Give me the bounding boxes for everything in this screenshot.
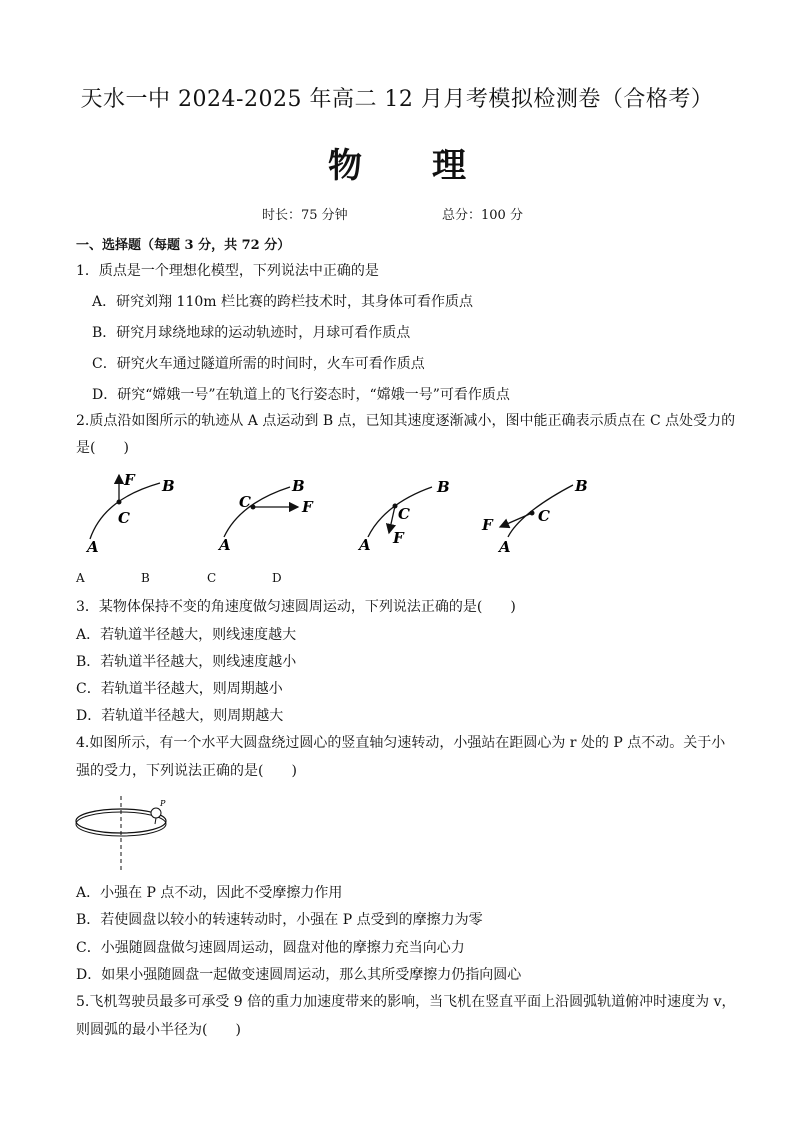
- q2-stem-line2: 是( ): [76, 440, 129, 456]
- q2-fig-d-label-f: F: [482, 516, 493, 534]
- q2-fig-a-label-a: A: [87, 538, 99, 556]
- subject-title: 物理: [328, 146, 536, 186]
- q1-option-c: C．研究火车通过隧道所需的时间时，火车可看作质点: [92, 356, 425, 372]
- q2-fig-d-label-a: A: [499, 538, 511, 556]
- q4-option-c: C．小强随圆盘做匀速圆周运动，圆盘对他的摩擦力充当向心力: [76, 940, 465, 956]
- section-heading: 一、选择题（每题 3 分，共 72 分）: [76, 238, 291, 253]
- q2-stem-line1: 2.质点沿如图所示的轨迹从 A 点运动到 B 点，已知其速度逐渐减小，图中能正确表示质点在 C 点处受力的: [76, 413, 736, 429]
- q2-fig-c-label-c: C: [398, 505, 410, 523]
- q2-fig-c-label-f: F: [393, 529, 404, 547]
- q4-option-b: B．若使圆盘以较小的转速转动时，小强在 P 点受到的摩擦力为零: [76, 912, 483, 928]
- q4-stem-line2: 强的受力，下列说法正确的是( ): [76, 763, 297, 779]
- q3-option-d: D．若轨道半径越大，则周期越大: [76, 708, 284, 724]
- q3-stem: 3．某物体保持不变的角速度做匀速圆周运动，下列说法正确的是( ): [76, 599, 516, 615]
- q2-fig-c-label-b: B: [437, 478, 450, 496]
- q5-stem-line1: 5.飞机驾驶员最多可承受 9 倍的重力加速度带来的影响，当飞机在竖直平面上沿圆弧轨道俯冲时速度为 v，: [76, 994, 736, 1010]
- q2-figure-b: [217, 477, 314, 554]
- q2-fig-a-label-b: B: [162, 477, 175, 495]
- q3-option-a: A．若轨道半径越大，则线速度越大: [76, 627, 297, 643]
- q4-option-a: A．小强在 P 点不动，因此不受摩擦力作用: [76, 885, 343, 901]
- exam-duration: 时长：75 分钟: [262, 208, 348, 223]
- q2-fig-d-label-c: C: [538, 507, 550, 525]
- q2-fig-d-label-b: B: [575, 477, 588, 495]
- q2-fig-b-label-b: B: [292, 477, 305, 495]
- q2-fig-a-label-f: F: [124, 471, 135, 489]
- q2-caption-d: D: [272, 571, 282, 585]
- q4-figure-label-p: P: [160, 799, 166, 808]
- q2-force-diagrams: [0, 465, 794, 585]
- q2-fig-c-label-a: A: [359, 536, 371, 554]
- q1-option-a: A．研究刘翔 110m 栏比赛的跨栏技术时，其身体可看作质点: [92, 294, 474, 310]
- q2-caption-a: A: [76, 571, 85, 585]
- q2-caption-b: B: [141, 571, 150, 585]
- q1-option-d: D．研究“嫦娥一号”在轨道上的飞行姿态时，“嫦娥一号”可看作质点: [92, 387, 510, 403]
- q4-stem-line1: 4.如图所示，有一个水平大圆盘绕过圆心的竖直轴匀速转动，小强站在距圆心为 r 处的 P 点不动。关于小: [76, 735, 726, 751]
- q1-option-b: B．研究月球绕地球的运动轨迹时，月球可看作质点: [92, 325, 411, 341]
- q3-option-b: B．若轨道半径越大，则线速度越小: [76, 654, 297, 670]
- q2-fig-a-label-c: C: [118, 509, 130, 527]
- q3-option-c: C．若轨道半径越大，则周期越小: [76, 681, 283, 697]
- q2-figure-a: [85, 471, 175, 556]
- exam-total-score: 总分：100 分: [442, 208, 523, 223]
- q4-option-d: D．如果小强随圆盘一起做变速圆周运动，那么其所受摩擦力仍指向圆心: [76, 967, 522, 983]
- q2-caption-c: C: [207, 571, 217, 585]
- q2-figure-d: [481, 477, 588, 556]
- q1-stem: 1．质点是一个理想化模型，下列说法中正确的是: [76, 263, 379, 279]
- q4-disk-figure: [76, 796, 186, 876]
- q2-fig-b-label-f: F: [302, 498, 313, 516]
- exam-title: 天水一中 2024-2025 年高二 12 月月考模拟检测卷（合格考）: [80, 87, 714, 112]
- q2-fig-b-label-a: A: [219, 536, 231, 554]
- q2-fig-b-label-c: C: [239, 493, 251, 511]
- q2-figure-c: [357, 478, 450, 554]
- q5-stem-line2: 则圆弧的最小半径为( ): [76, 1022, 241, 1038]
